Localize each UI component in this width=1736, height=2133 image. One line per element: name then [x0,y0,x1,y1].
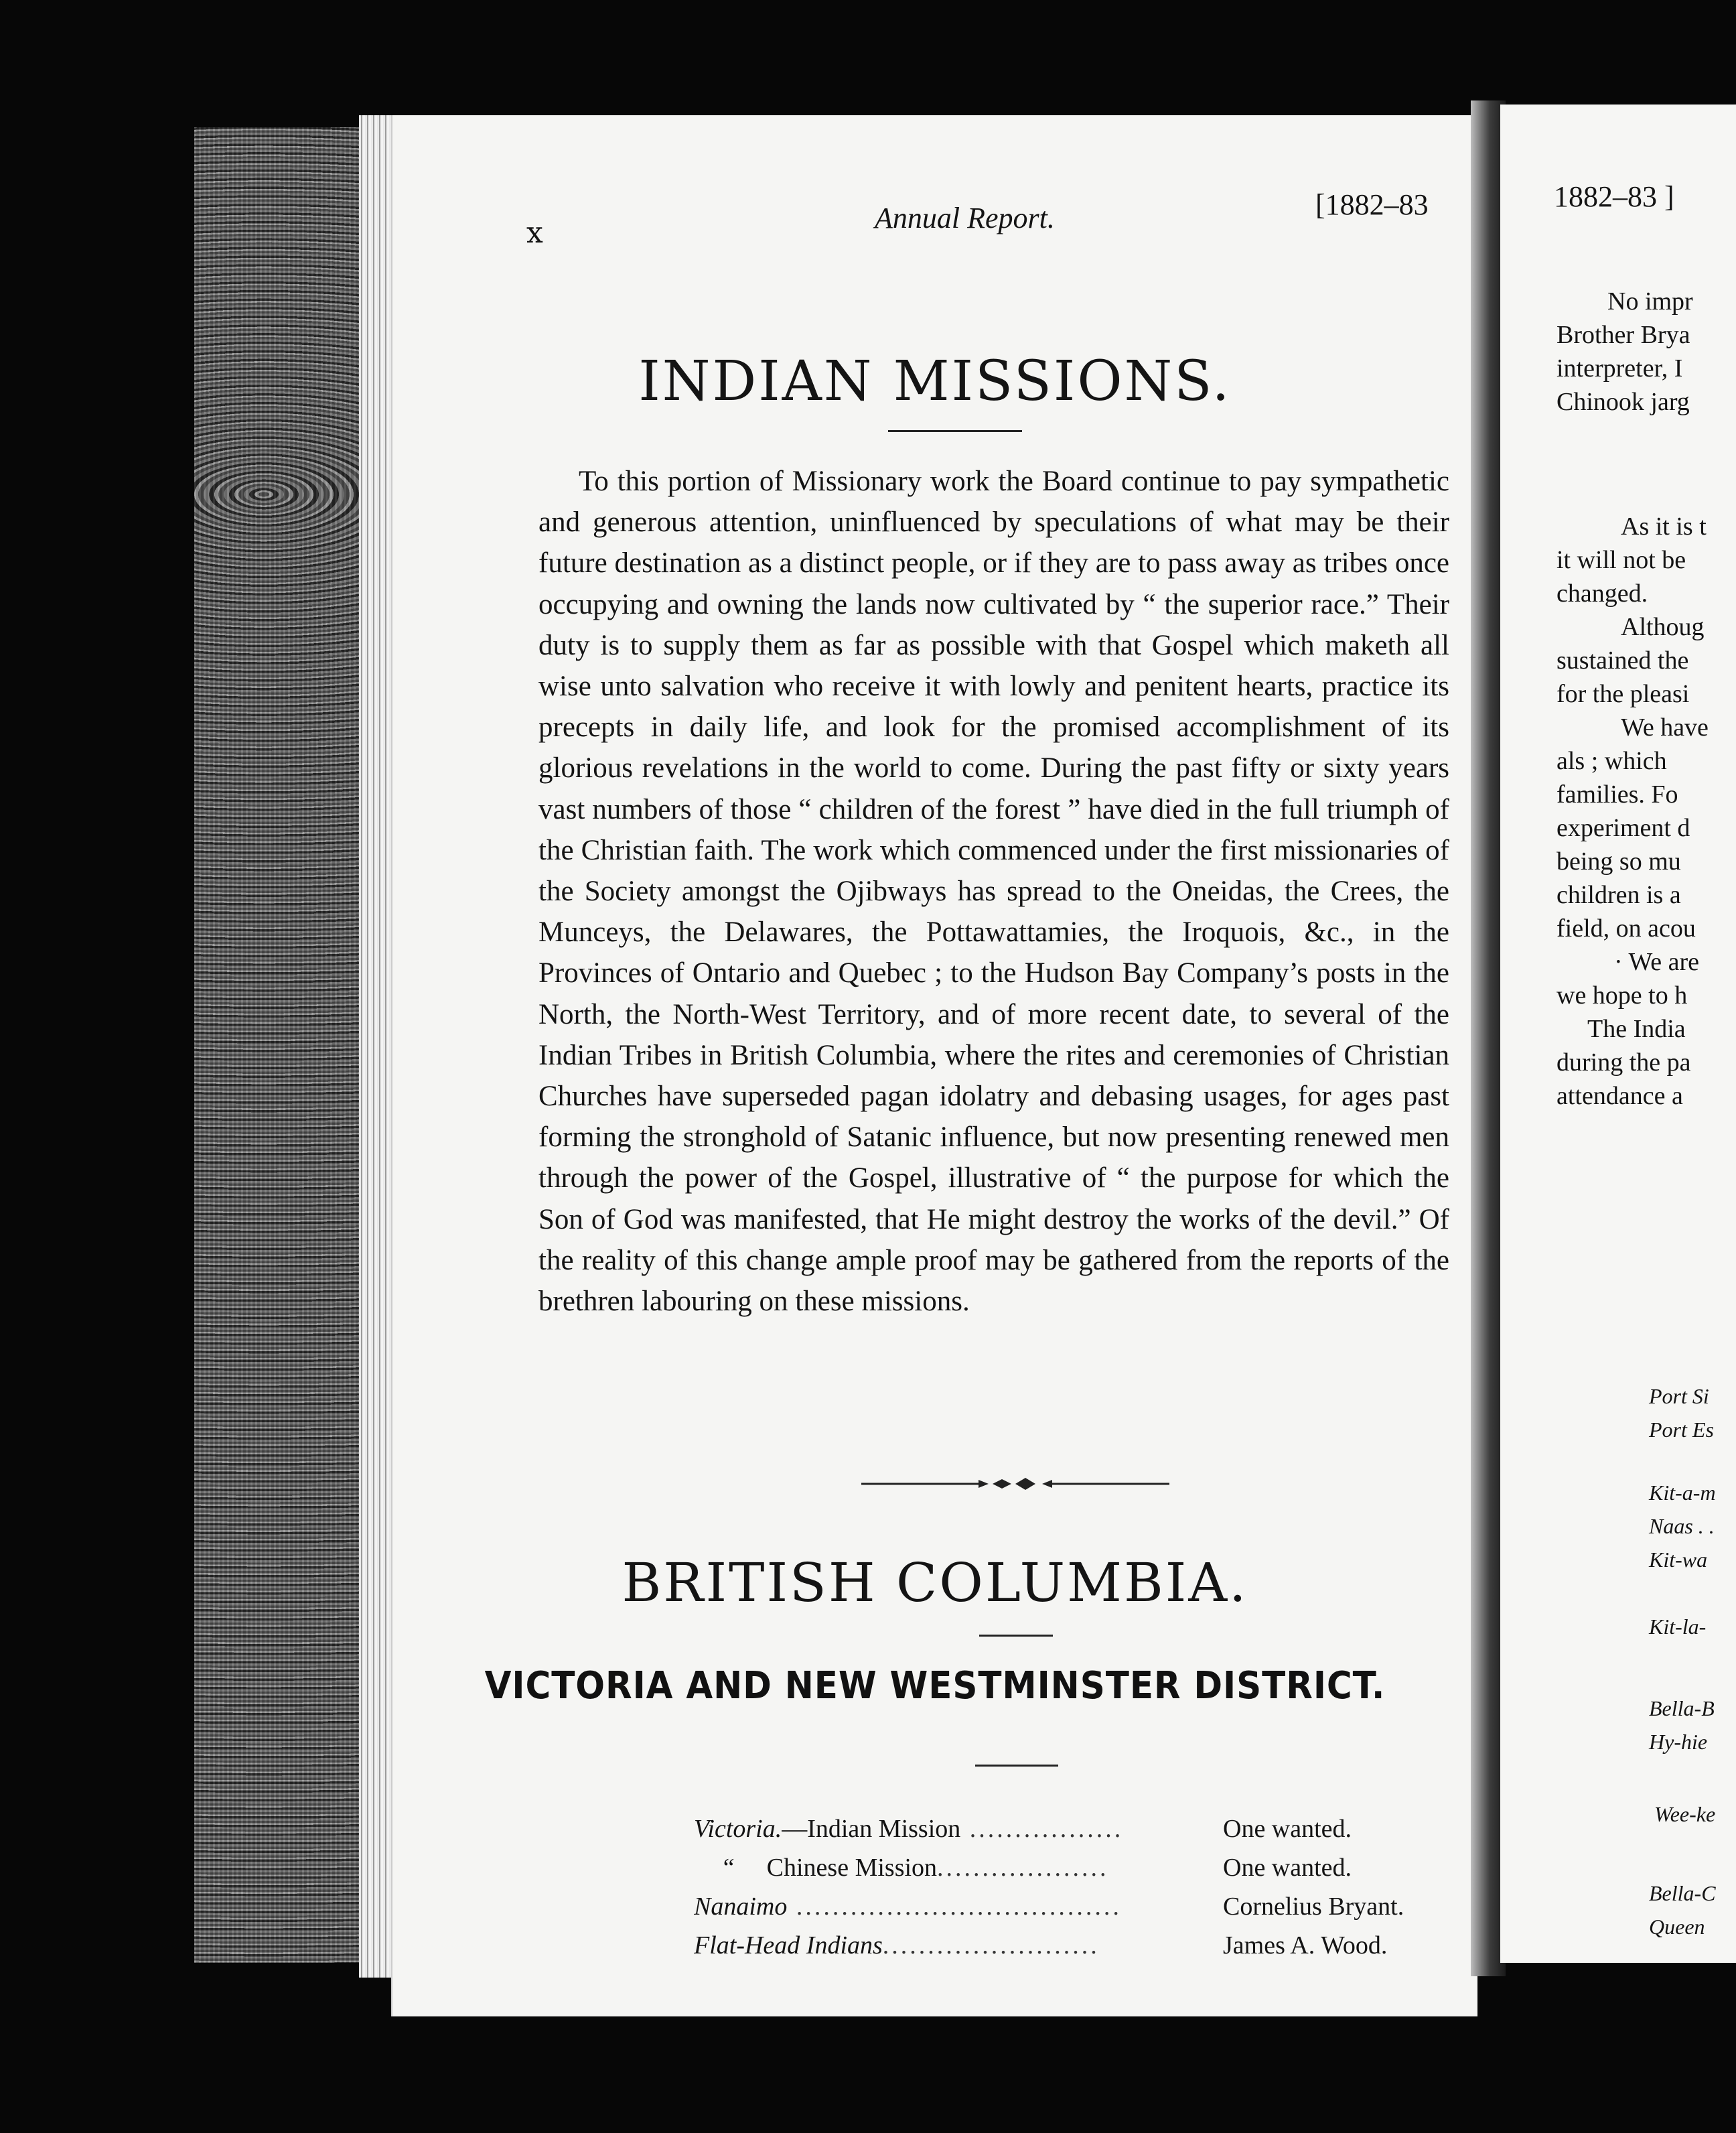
text-fragment: attendance a [1557,1082,1683,1110]
mission-place: Victoria. [694,1815,782,1843]
text-fragment: field, on acou [1557,914,1696,943]
running-year: [1882–83 [1315,188,1429,221]
right-page [1500,105,1736,1963]
mission-row [694,1931,1404,1970]
text-fragment: The India [1587,1015,1686,1043]
section-title: INDIAN MISSIONS. [638,350,1232,413]
list-fragment: Bella-B [1649,1696,1715,1720]
list-fragment: Naas . . [1649,1514,1715,1538]
list-fragment: Hy-hie [1649,1730,1708,1754]
text-fragment: als ; which [1557,747,1667,775]
text-fragment: Brother Brya [1557,321,1690,349]
text-fragment: we hope to h [1557,981,1688,1010]
missionary-name: One wanted. [1223,1815,1352,1843]
text-fragment: being so mu [1557,847,1681,876]
dot-leader: ................... [937,1854,1109,1882]
running-year: 1882–83 ] [1554,180,1674,213]
list-fragment: Bella-C [1649,1881,1716,1905]
mission-place: Nanaimo [694,1893,788,1921]
district-rule [975,1765,1058,1767]
list-fragment: Kit-la- [1649,1614,1707,1639]
text-fragment: experiment d [1557,814,1690,842]
page-number: x [526,216,543,250]
text-fragment: sustained the [1557,646,1689,675]
mission-place-detail: Chinese Mission [735,1854,938,1882]
text-fragment: children is a [1557,881,1681,909]
body-paragraph: To this portion of Missionary work the Board continue to pay sympathetic and generous attention, uninfluenced by speculations of what may be their future destination as a distinct people, or if they are to pass away as tribes once occupying and owning the lands now cultivated by “ the superior race.” Their duty is to supply them as far as possible with that Gospel which maketh all wise unto salvation who receive it with lowly and penitent hearts, practice its precepts in daily life, and look for the promised accomplishment of its glorious revelations in the world to come. During the past fifty or sixty years vast numbers of those “ children of the forest ” have died in the full triumph of the Christian faith. The work which commenced under the first missionaries of the Society amongst the Ojibways has spread to the Oneidas, the Crees, the Munceys, the Delawares, the Pottawattamies, the Iroquois, &c., in the Provinces of Ontario and Quebec ; to the Hudson Bay Company’s posts in the North, the North-West Territory, and of more recent date, to several of the Indian Tribes in British Columbia, where the rites and ceremonies of Christian Churches have superseded pagan idolatry and debasing usages, for ages past forming the stronghold of Satanic influence, but now presenting renewed men through the power of the Gospel, illustrative of “ the purpose for which the Son of God was manifested, that He might destroy the works of the devil.” Of the reality of this change ample proof may be gathered from the reports of the brethren labouring on these missions. [538,466,1449,1318]
text-fragment: it will not be [1557,546,1686,574]
title-rule [888,430,1022,432]
text-fragment: interpreter, I [1557,354,1683,383]
running-title: Annual Report. [875,202,1055,234]
text-fragment: · We are [1614,948,1700,976]
region-title: BRITISH COLUMBIA. [622,1552,1248,1614]
dot-leader: ................. [960,1815,1124,1843]
ditto-mark: “ [721,1854,735,1882]
mission-list [694,1814,1404,1970]
text-fragment: No impr [1607,287,1693,316]
left-page [391,115,1477,2016]
marbled-fore-edge [194,127,372,1963]
dot-leader: ........................ [882,1931,1100,1959]
text-fragment: families. Fo [1557,780,1678,809]
text-fragment: Althoug [1621,613,1705,641]
mission-place: Flat-Head Indians [694,1931,883,1959]
list-fragment: Kit-wa [1649,1547,1708,1572]
list-fragment: Port Si [1649,1384,1709,1408]
list-fragment: Port Es [1649,1418,1714,1442]
list-fragment: Wee-ke [1654,1802,1716,1826]
region-rule [979,1635,1053,1637]
text-fragment: changed. [1557,579,1648,608]
list-fragment: Queen [1649,1915,1705,1939]
dot-leader: .................................... [787,1893,1122,1921]
text-fragment: We have [1621,713,1709,742]
list-fragment: Kit-a-m [1649,1481,1716,1505]
mission-row [694,1853,1404,1892]
missionary-name: Cornelius Bryant. [1223,1893,1404,1921]
missionary-name: One wanted. [1223,1854,1352,1882]
ornament-divider [861,1474,1169,1494]
missionary-name: James A. Wood. [1223,1931,1388,1959]
mission-place-detail: —Indian Mission [782,1815,961,1843]
text-fragment: for the pleasi [1557,680,1690,708]
text-fragment: during the pa [1557,1048,1691,1077]
district-title: VICTORIA AND NEW WESTMINSTER DISTRICT. [484,1664,1386,1708]
mission-row [694,1892,1404,1931]
text-fragment: Chinook jarg [1557,388,1690,416]
mission-row [694,1814,1404,1853]
text-fragment: As it is t [1621,512,1707,541]
